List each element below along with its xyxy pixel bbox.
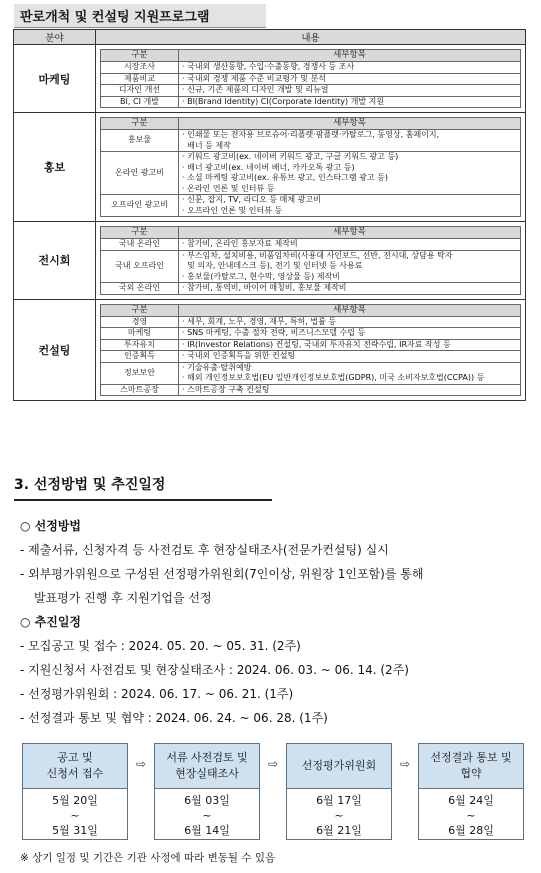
schedule-line: - 선정평가위원회 : 2024. 06. 17. ~ 06. 21. (1주) [20,687,294,701]
flow-end-date: 6월 21일 [316,824,362,837]
detail-row [101,130,521,152]
detail-group: 오프라인 광고비 [101,195,179,217]
flow-step-4 [418,743,524,840]
program-title: 판로개척 및 컨설팅 지원프로그램 [14,4,266,28]
flow-tilde: ~ [70,809,80,822]
detail-header-items: 세부항목 [179,304,521,316]
flow-tilde: ~ [334,809,344,822]
detail-line: · 신규, 기존 제품의 디자인 개발 및 리뉴얼 [182,85,329,94]
flow-end-date: 6월 28일 [448,824,494,837]
detail-header-items: 세부항목 [179,227,521,239]
method-line: - 제출서류, 신청자격 등 사전검토 후 현장실태조사(전문가컨설팅) 실시 [20,543,389,557]
detail-table [100,117,521,217]
field-name: 마케팅 [14,45,96,113]
method-line: 발표평가 진행 후 지원기업을 선정 [34,591,212,605]
table-row [14,222,526,300]
flow-step-dates [419,789,523,838]
table-row [14,299,526,401]
schedule-line: - 선정결과 통보 및 협약 : 2024. 06. 24. ~ 06. 28. (1주) [20,711,328,725]
arrow-icon: ⇨ [135,757,147,771]
detail-header-row [101,118,521,130]
detail-group: 투자유치 [101,339,179,351]
detail-header-items: 세부항목 [179,118,521,130]
flow-start-date: 6월 24일 [448,794,494,807]
header-field: 분야 [14,30,96,45]
detail-items [179,62,521,74]
footnote: ※ 상기 일정 및 기간은 기관 사정에 따라 변동될 수 있음 [20,852,276,864]
detail-items [179,85,521,97]
flow-step-head [23,744,127,789]
detail-group: 정보보안 [101,362,179,384]
detail-items [179,362,521,384]
flow-step-1 [22,743,128,840]
detail-line: · 홍보물(카탈로그, 현수막, 영상물 등) 제작비 [182,271,340,281]
section-title: 3. 선정방법 및 추진일정 [14,474,272,501]
flow-step-head [287,744,391,789]
header-content: 내용 [96,30,526,45]
detail-line: · SNS 마케팅, 수출 절차 전략, 비즈니스모델 수립 등 [182,328,366,337]
detail-items [179,195,521,217]
detail-line: · 스마트공장 구축 컨설팅 [182,384,270,394]
detail-line: · 키워드 광고비(ex. 네이버 키워드 광고, 구글 키워드 광고 등) [182,152,399,161]
detail-header-group: 구분 [101,50,179,62]
detail-row [101,250,521,283]
arrow-icon: ⇨ [267,757,279,771]
section-body [20,514,535,730]
detail-line: · 기술유출·탈취예방 [182,362,252,372]
detail-row [101,73,521,85]
field-content [96,222,526,300]
flow-end-date: 5월 31일 [52,824,98,837]
field-name: 홍보 [14,113,96,222]
flow-end-date: 6월 14일 [184,824,230,837]
detail-line: · 소셜 마케팅 광고비(ex. 유튜브 광고, 인스타그램 광고 등) [182,173,389,182]
flow-step-dates [155,789,259,838]
detail-header-group: 구분 [101,227,179,239]
flow-step-dates [287,789,391,838]
detail-line: · 부스임차, 설치비용, 비품임차비(사용대 사인보드, 선반, 전시대, 상담용 탁자 [182,250,453,260]
detail-group: BI, CI 개발 [101,96,179,108]
flow-tilde: ~ [466,809,476,822]
flow-step-title: 협약 [460,767,482,780]
detail-line: · 국내외 경쟁 제품 수준 비교평가 및 분석 [182,73,326,83]
detail-line: 및 의자, 안내데스크 등), 전기 및 인터넷 등 사용료 [182,261,363,270]
detail-group: 경영 [101,316,179,328]
table-header-row [14,30,526,45]
detail-line: · BI(Brand Identity) CI(Corporate Identity) 개발 지원 [182,96,385,106]
detail-items [179,96,521,108]
method-line: - 외부평가위원으로 구성된 선정평가위원회(7인이상, 위원장 1인포함)를 통해 [20,567,424,581]
flow-step-head [419,744,523,789]
detail-items [179,73,521,85]
detail-table [100,49,521,108]
flow-step-title: 서류 사전검토 및 [166,751,248,764]
detail-group: 국내 온라인 [101,239,179,251]
field-content [96,113,526,222]
detail-line: · 참가비, 온라인 홍보자료 제작비 [182,239,298,248]
detail-line: · 세무, 회계, 노무, 경영, 재무, 특허, 법률 등 [182,316,337,326]
detail-header-row [101,304,521,316]
detail-row [101,351,521,363]
detail-line: 배너 등 제작 [182,140,231,150]
flow-start-date: 5월 20일 [52,794,98,807]
detail-table [100,304,521,397]
detail-group: 인증획득 [101,351,179,363]
detail-line: · 국내외 인증획득을 위한 컨설팅 [182,351,296,360]
arrow-icon: ⇨ [399,757,411,771]
detail-row [101,339,521,351]
detail-items [179,339,521,351]
detail-header-row [101,50,521,62]
flow-step-title: 선정평가위원회 [301,759,377,772]
flow-step-head [155,744,259,789]
flow-step-3 [286,743,392,840]
detail-items [179,152,521,195]
detail-header-row [101,227,521,239]
detail-line: · 참가비, 통역비, 바이어 매칭비, 홍보물 제작비 [182,283,347,292]
detail-header-items: 세부항목 [179,50,521,62]
detail-group: 국외 온라인 [101,283,179,295]
detail-items [179,239,521,251]
detail-group: 홍보물 [101,130,179,152]
detail-group: 마케팅 [101,328,179,340]
field-name: 컨설팅 [14,299,96,401]
flow-step-title: 현장실태조사 [175,767,239,780]
detail-line: · 국내외 생산동향, 수입·수출동향, 경쟁사 등 조사 [182,62,355,71]
detail-group: 온라인 광고비 [101,152,179,195]
detail-line: · 인쇄물 또는 전자용 브로슈어·리플렛·팜플렛·카탈로그, 동영상, 홈페이지, [182,130,440,139]
detail-row [101,62,521,74]
detail-row [101,152,521,195]
detail-header-group: 구분 [101,304,179,316]
detail-items [179,384,521,396]
detail-line: · 배너 광고비(ex. 네이버 배너, 카카오톡 광고 등) [182,162,355,172]
program-table [13,29,526,401]
detail-row [101,85,521,97]
schedule-flow [22,743,522,843]
detail-row [101,384,521,396]
detail-line: · 해외 개인정보보호법(EU 일반개인정보보호법(GDPR), 미국 소비자보호법(CCPA)) 등 [182,373,485,382]
flow-step-2 [154,743,260,840]
flow-start-date: 6월 03일 [184,794,230,807]
table-body [14,45,526,401]
flow-tilde: ~ [202,809,212,822]
detail-row [101,239,521,251]
detail-line: · IR(Investor Relations) 컨설팅, 국내외 투자유치 전략수립, IR자료 작성 등 [182,339,451,349]
detail-line: · 오프라인 언론 및 인터뷰 등 [182,205,283,215]
detail-line: · 신문, 잡지, TV, 라디오 등 매체 광고비 [182,195,321,204]
field-content [96,299,526,401]
detail-row [101,316,521,328]
flow-step-title: 신청서 접수 [46,767,104,780]
detail-row [101,195,521,217]
table-row [14,113,526,222]
detail-items [179,250,521,283]
field-name: 전시회 [14,222,96,300]
detail-items [179,130,521,152]
detail-group: 국내 오프라인 [101,250,179,283]
detail-group: 제품비교 [101,73,179,85]
detail-group: 시장조사 [101,62,179,74]
detail-row [101,328,521,340]
detail-items [179,283,521,295]
flow-step-title: 공고 및 [57,751,93,764]
detail-group: 스마트공장 [101,384,179,396]
schedule-line: - 지원신청서 사전검토 및 현장실태조사 : 2024. 06. 03. ~ 06. 14. (2주) [20,663,409,677]
detail-row [101,362,521,384]
flow-start-date: 6월 17일 [316,794,362,807]
detail-header-group: 구분 [101,118,179,130]
flow-step-dates [23,789,127,838]
table-row [14,45,526,113]
schedule-heading: ○ 추진일정 [20,615,82,629]
detail-line: · 온라인 언론 및 인터뷰 등 [182,183,275,193]
detail-items [179,351,521,363]
detail-items [179,328,521,340]
detail-items [179,316,521,328]
detail-group: 디자인 개선 [101,85,179,97]
detail-row [101,96,521,108]
flow-step-title: 선정결과 통보 및 [430,751,512,764]
detail-table [100,226,521,295]
schedule-line: - 모집공고 및 접수 : 2024. 05. 20. ~ 05. 31. (2주) [20,639,301,653]
detail-row [101,283,521,295]
field-content [96,45,526,113]
method-heading: ○ 선정방법 [20,519,82,533]
